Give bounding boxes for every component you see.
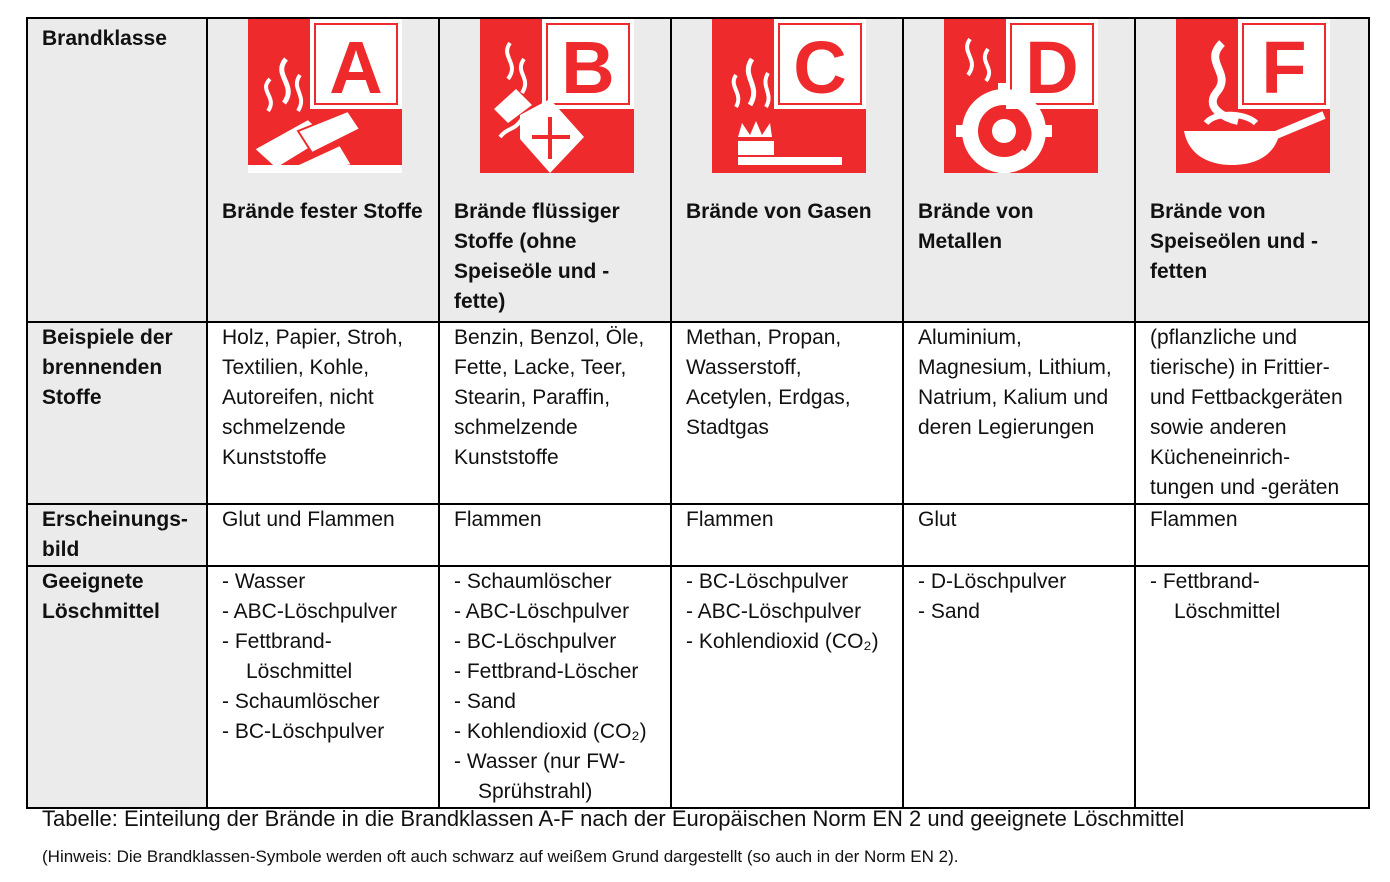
col-header-f [1135,18,1369,322]
extinguishing-agent-item: - BC-Löschpulver [686,570,849,593]
extinguishing-agent-item: - Kohlendioxid (CO₂) [686,630,879,653]
appearance-f: Flammen [1135,504,1369,566]
extinguishing-agent-item: - Sand [918,600,980,623]
solid-fuel-fire-icon [248,19,402,173]
row-appearance [27,504,1369,566]
class-letter: A [329,26,383,109]
extinguishing-agent-item: - Schaumlöscher [454,570,612,593]
extinguishing-agent-item: - D-Löschpulver [918,570,1067,593]
class-d-title: Brände von Metallen [918,200,1034,253]
row-agents [27,566,1369,808]
extinguishing-agent-item: - ABC-Löschpulver [686,600,862,623]
agents-c [671,566,903,808]
cooking-oil-fire-icon [1176,19,1330,173]
appearance-b: Flammen [439,504,671,566]
examples-d: Aluminium, Magnesium, Lithium, Natrium, Kalium und deren Legierungen [903,322,1135,504]
row-label-appearance: Erscheinungs-bild [27,504,207,566]
row-fire-class [27,18,1369,322]
col-header-b [439,18,671,322]
liquid-fire-icon [480,19,634,173]
row-label-examples: Beispiele der brennenden Stoffe [27,322,207,504]
agents-b [439,566,671,808]
class-letter: F [1261,26,1307,109]
agents-a [207,566,439,808]
extinguishing-agent-item: - Fettbrand- [1150,570,1260,593]
class-c-title: Brände von Gasen [686,200,872,223]
row-label-class: Brandklasse [27,18,207,322]
appearance-a: Glut und Flammen [207,504,439,566]
class-f-title: Brände von Speiseölen und -fetten [1150,200,1319,283]
table-caption: Tabelle: Einteilung der Brände in die Brandklassen A-F nach der Europäischen Norm EN 2 und geeignete Löschmittel [42,806,1185,831]
class-letter: B [561,26,615,109]
extinguishing-agent-item: Sprühstrahl) [478,780,593,803]
class-letter: C [793,26,847,109]
class-a-title: Brände fester Stoffe [222,200,423,223]
table-note: (Hinweis: Die Brandklassen-Symbole werden oft auch schwarz auf weißem Grund dargestellt (so auch in der Norm EN 2). [42,847,959,866]
extinguishing-agent-item: - Wasser [222,570,306,593]
examples-a: Holz, Papier, Stroh, Textilien, Kohle, Autoreifen, nicht schmelzende Kunststoffe [207,322,439,504]
agents-d [903,566,1135,808]
examples-b: Benzin, Benzol, Öle, Fette, Lacke, Teer, Stearin, Paraffin, schmelzende Kunststoffe [439,322,671,504]
extinguishing-agent-item: - Sand [454,690,516,713]
col-header-c [671,18,903,322]
extinguishing-agent-item: - ABC-Löschpulver [222,600,398,623]
examples-c: Methan, Propan, Wasserstoff, Acetylen, Erdgas, Stadtgas [671,322,903,504]
appearance-c: Flammen [671,504,903,566]
extinguishing-agent-item: Löschmittel [1174,600,1281,623]
extinguishing-agent-item: - BC-Löschpulver [454,630,617,653]
extinguishing-agent-item: - Schaumlöscher [222,690,380,713]
metal-fire-icon [944,19,1098,173]
row-label-agents: Geeignete Löschmittel [27,566,207,808]
col-header-a [207,18,439,322]
extinguishing-agent-item: - BC-Löschpulver [222,720,385,743]
extinguishing-agent-item: - Fettbrand- [222,630,332,653]
extinguishing-agent-item: - Wasser (nur FW- [454,750,626,773]
class-letter: D [1025,26,1079,109]
row-examples [27,322,1369,504]
agents-f [1135,566,1369,808]
class-b-title: Brände flüssiger Stoffe (ohne Speiseöle und -fette) [454,200,620,313]
fire-class-table [26,17,1370,809]
extinguishing-agent-item: - Kohlendioxid (CO₂) [454,720,647,743]
extinguishing-agent-item: - Fettbrand-Löscher [454,660,639,683]
appearance-d: Glut [903,504,1135,566]
gas-fire-icon [712,19,866,173]
extinguishing-agent-item: Löschmittel [246,660,353,683]
examples-f: (pflanzliche und tierische) in Frittier- und Fettbackgeräten sowie anderen Kücheneinrich-tungen und -geräten [1135,322,1369,504]
extinguishing-agent-item: - ABC-Löschpulver [454,600,630,623]
col-header-d [903,18,1135,322]
